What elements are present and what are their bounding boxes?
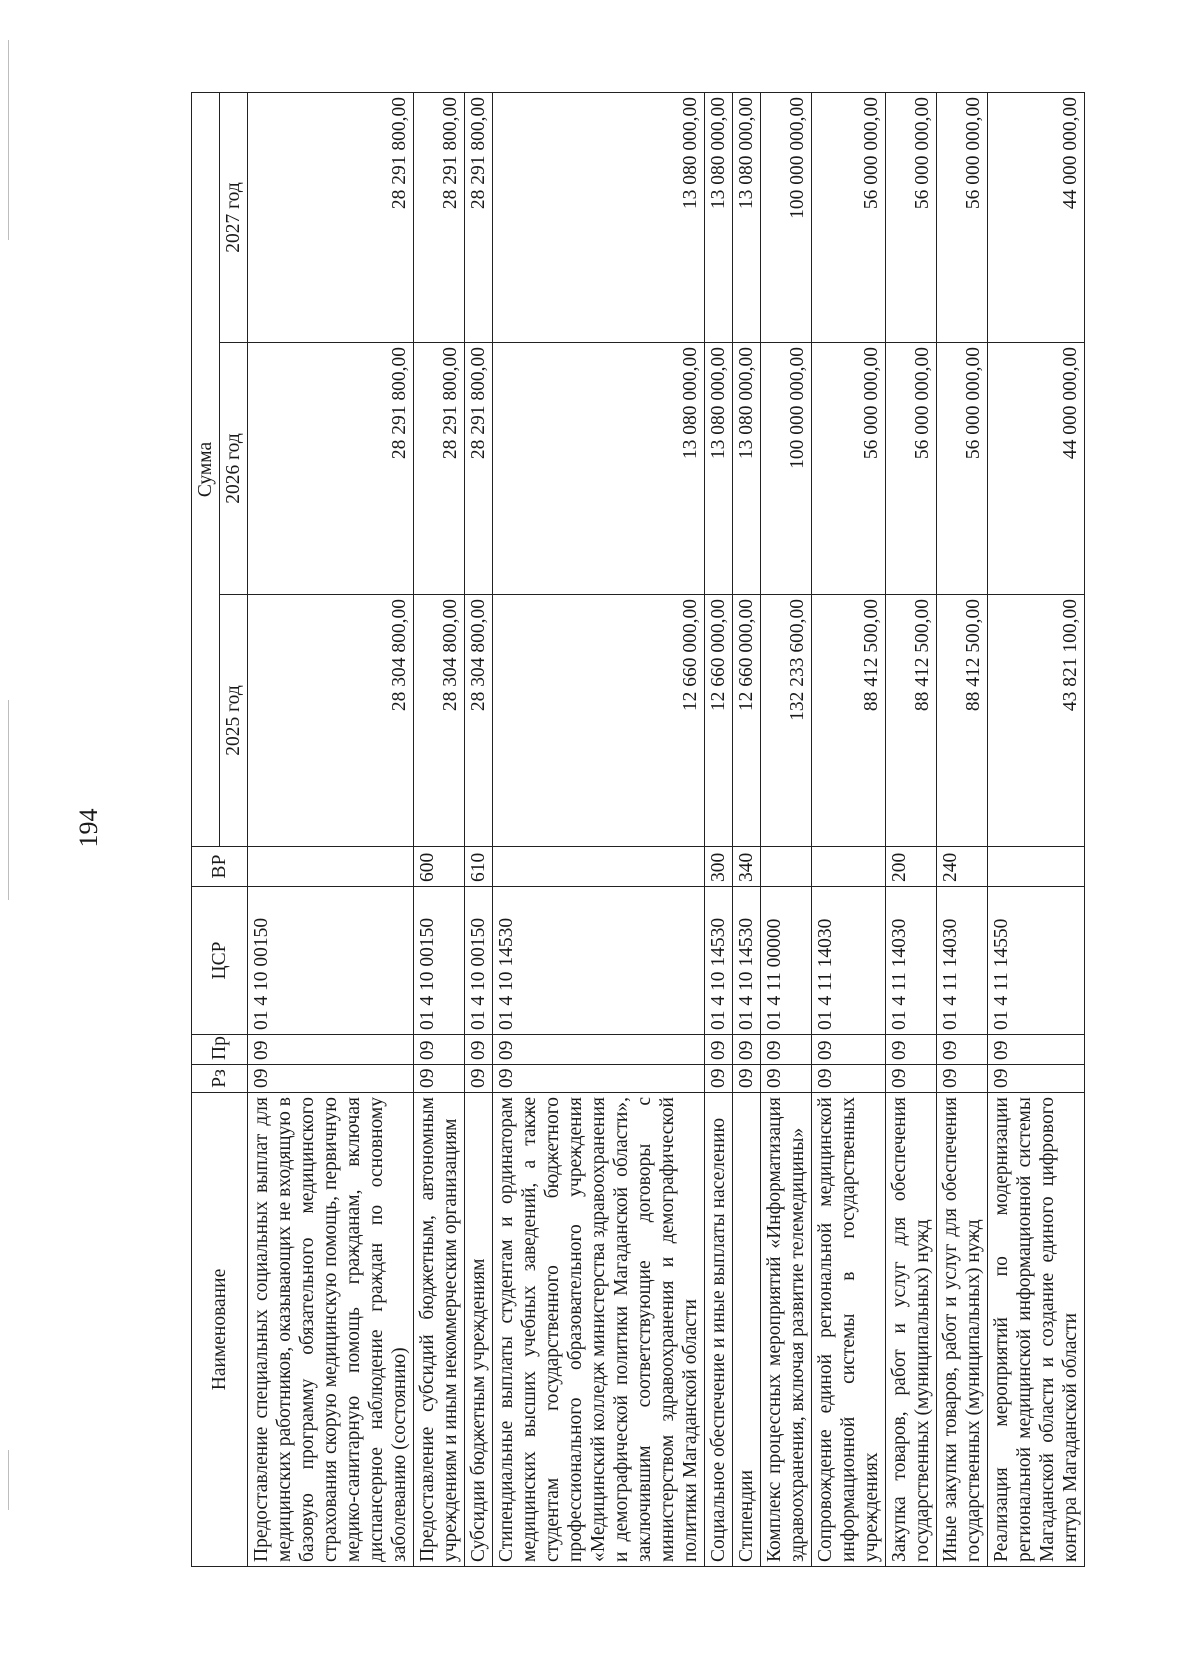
table-body [248, 93, 1085, 1567]
row-pr: 09 [886, 1035, 937, 1065]
row-pr: 09 [937, 1035, 988, 1065]
row-vr: 600 [414, 847, 465, 887]
row-vr: 340 [733, 847, 761, 887]
row-pr: 09 [465, 1035, 493, 1065]
row-value-2027: 28 291 800,00 [248, 93, 414, 343]
row-csr: 01 4 10 14530 [705, 887, 733, 1035]
row-value-2025: 88 412 500,00 [937, 595, 988, 847]
table-row [886, 93, 937, 1567]
row-value-2026: 44 000 000,00 [988, 343, 1085, 595]
col-header-2025: 2025 год [220, 595, 248, 847]
row-rz: 09 [705, 1065, 733, 1093]
row-rz: 09 [414, 1065, 465, 1093]
row-value-2025: 88 412 500,00 [812, 595, 886, 847]
row-value-2027: 13 080 000,00 [733, 93, 761, 343]
row-value-2025: 12 660 000,00 [705, 595, 733, 847]
row-vr [248, 847, 414, 887]
row-pr: 09 [493, 1035, 705, 1065]
budget-table-container [191, 93, 1081, 1567]
row-value-2026: 13 080 000,00 [705, 343, 733, 595]
row-value-2027: 28 291 800,00 [465, 93, 493, 343]
row-vr [988, 847, 1085, 887]
row-rz: 09 [937, 1065, 988, 1093]
row-csr: 01 4 10 14530 [733, 887, 761, 1035]
scan-edge-mark [8, 1450, 9, 1510]
table-row [414, 93, 465, 1567]
row-csr: 01 4 10 00150 [465, 887, 493, 1035]
row-value-2027: 56 000 000,00 [886, 93, 937, 343]
row-value-2025: 12 660 000,00 [493, 595, 705, 847]
row-name: Закупка товаров, работ и услуг для обеспечения государственных (муниципальных) нужд [886, 1093, 937, 1567]
row-csr: 01 4 10 00150 [248, 887, 414, 1035]
row-vr [493, 847, 705, 887]
row-vr [812, 847, 886, 887]
row-value-2025: 28 304 800,00 [465, 595, 493, 847]
row-csr: 01 4 10 00150 [414, 887, 465, 1035]
row-pr: 09 [733, 1035, 761, 1065]
row-pr: 09 [248, 1035, 414, 1065]
row-name: Субсидии бюджетным учреждениям [465, 1093, 493, 1567]
row-vr: 200 [886, 847, 937, 887]
row-value-2027: 13 080 000,00 [493, 93, 705, 343]
row-value-2027: 56 000 000,00 [937, 93, 988, 343]
row-value-2027: 100 000 000,00 [761, 93, 812, 343]
row-value-2026: 56 000 000,00 [812, 343, 886, 595]
row-pr: 09 [812, 1035, 886, 1065]
row-csr: 01 4 10 14530 [493, 887, 705, 1035]
row-value-2027: 13 080 000,00 [705, 93, 733, 343]
table-row [733, 93, 761, 1567]
table-row [812, 93, 886, 1567]
table-row [988, 93, 1085, 1567]
row-value-2025: 132 233 600,00 [761, 595, 812, 847]
row-rz: 09 [886, 1065, 937, 1093]
row-value-2027: 44 000 000,00 [988, 93, 1085, 343]
row-csr: 01 4 11 14030 [937, 887, 988, 1035]
row-value-2025: 12 660 000,00 [733, 595, 761, 847]
row-name: Сопровождение единой региональной медицинской информационной системы в государственных учреждениях [812, 1093, 886, 1567]
row-value-2027: 28 291 800,00 [414, 93, 465, 343]
row-name: Иные закупки товаров, работ и услуг для обеспечения государственных (муниципальных) нужд [937, 1093, 988, 1567]
table-row [705, 93, 733, 1567]
row-rz: 09 [988, 1065, 1085, 1093]
row-csr: 01 4 11 14030 [812, 887, 886, 1035]
row-vr: 300 [705, 847, 733, 887]
col-header-vr: ВР [192, 847, 248, 887]
row-name: Предоставление субсидий бюджетным, автономным учреждениям и иным некоммерческим организациям [414, 1093, 465, 1567]
row-value-2025: 28 304 800,00 [414, 595, 465, 847]
row-vr [761, 847, 812, 887]
row-value-2025: 88 412 500,00 [886, 595, 937, 847]
row-pr: 09 [988, 1035, 1085, 1065]
row-name: Комплекс процессных мероприятий «Информатизация здравоохранения, включая развитие телемедицины» [761, 1093, 812, 1567]
row-rz: 09 [248, 1065, 414, 1093]
row-value-2027: 56 000 000,00 [812, 93, 886, 343]
row-rz: 09 [761, 1065, 812, 1093]
row-rz: 09 [812, 1065, 886, 1093]
scan-edge-mark [8, 40, 9, 240]
row-value-2026: 28 291 800,00 [414, 343, 465, 595]
row-value-2026: 100 000 000,00 [761, 343, 812, 595]
table-row [493, 93, 705, 1567]
row-value-2025: 43 821 100,00 [988, 595, 1085, 847]
row-rz: 09 [493, 1065, 705, 1093]
row-csr: 01 4 11 14030 [886, 887, 937, 1035]
table-row [937, 93, 988, 1567]
col-header-2027: 2027 год [220, 93, 248, 343]
row-name: Стипендии [733, 1093, 761, 1567]
row-vr: 610 [465, 847, 493, 887]
row-name: Предоставление специальных социальных выплат для медицинских работников, оказывающих не входящую в базовую программу обязательного медицинского страхования скорую медицинскую помощь, первичную медико-санитарную помощь гражданам, включая диспансерное наблюдение граждан по основному заболеванию (состоянию) [248, 1093, 414, 1567]
row-value-2026: 13 080 000,00 [733, 343, 761, 595]
table-row [248, 93, 414, 1567]
row-rz: 09 [733, 1065, 761, 1093]
col-header-pr: Пр [192, 1035, 248, 1065]
row-vr: 240 [937, 847, 988, 887]
col-header-csr: ЦСР [192, 887, 248, 1035]
row-name: Социальное обеспечение и иные выплаты населению [705, 1093, 733, 1567]
row-rz: 09 [465, 1065, 493, 1093]
col-header-name: Наименование [192, 1093, 248, 1567]
col-header-sum: Сумма [192, 93, 220, 847]
table-row [761, 93, 812, 1567]
header-row [192, 93, 220, 1567]
budget-table [191, 92, 1085, 1567]
row-name: Реализация мероприятий по модернизации региональной медицинской информационной системы Магаданской области и создание единого цифрового контура Магаданской области [988, 1093, 1085, 1567]
row-value-2025: 28 304 800,00 [248, 595, 414, 847]
row-value-2026: 28 291 800,00 [248, 343, 414, 595]
row-pr: 09 [761, 1035, 812, 1065]
col-header-2026: 2026 год [220, 343, 248, 595]
row-pr: 09 [414, 1035, 465, 1065]
row-value-2026: 28 291 800,00 [465, 343, 493, 595]
row-value-2026: 56 000 000,00 [886, 343, 937, 595]
row-value-2026: 56 000 000,00 [937, 343, 988, 595]
row-value-2026: 13 080 000,00 [493, 343, 705, 595]
row-csr: 01 4 11 14550 [988, 887, 1085, 1035]
row-pr: 09 [705, 1035, 733, 1065]
row-csr: 01 4 11 00000 [761, 887, 812, 1035]
scan-edge-mark [8, 700, 9, 900]
col-header-rz: Рз [192, 1065, 248, 1093]
page-number: 194 [74, 808, 103, 848]
row-name: Стипендиальные выплаты студентам и ординаторам медицинских высших учебных заведений, а также студентам государственного бюджетного профессионального образовательного учреждения «Медицинский колледж министерства здравоохранения и демографической политики Магаданской области», заключившим соответствующие договоры с министерством здравоохранения и демографической политики Магаданской области [493, 1093, 705, 1567]
table-row [465, 93, 493, 1567]
